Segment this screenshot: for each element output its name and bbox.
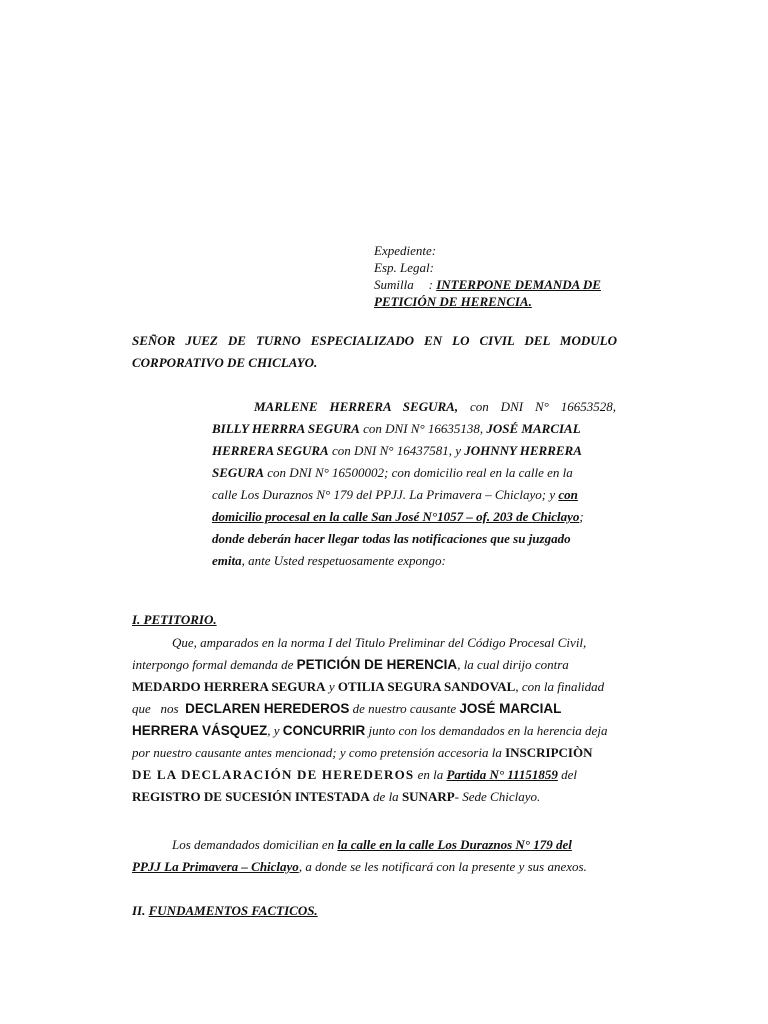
plaintiff-name-4b: SEGURA xyxy=(212,465,265,480)
section-2-title xyxy=(132,900,318,922)
petitorio-line-4a: que nos xyxy=(132,701,186,716)
intro-line-1-text: con DNI N° 16653528, xyxy=(458,399,617,414)
domicile-line-2 xyxy=(132,856,617,878)
expediente-label: Expediente: xyxy=(374,243,437,258)
petitorio-line-7d: del xyxy=(557,767,577,782)
defendant-name-2: OTILIA SEGURA SANDOVAL xyxy=(337,679,516,694)
intro-line-8-text: , ante Usted respetuosamente expongo: xyxy=(241,553,446,568)
intro-paragraph xyxy=(212,396,616,572)
decedent-name-b: HERRERA VÁSQUEZ xyxy=(132,723,268,738)
intro-line-8 xyxy=(212,550,616,572)
defendant-name-1: MEDARDO HERRERA SEGURA xyxy=(132,679,326,694)
judge-address-line2: CORPORATIVO DE CHICLAYO. xyxy=(132,355,318,370)
intro-line-3 xyxy=(212,440,616,462)
inscripcion: INSCRIPCIÒN xyxy=(505,745,593,760)
petitorio-line-5 xyxy=(132,720,617,742)
plaintiff-name-3a: JOSÉ MARCIAL xyxy=(483,421,581,436)
petitorio-line-8d: - Sede Chiclayo. xyxy=(454,789,541,804)
intro-line-6 xyxy=(212,506,616,528)
judge-address-line1: SEÑOR JUEZ DE TURNO ESPECIALIZADO EN LO CIVIL DEL MODULO xyxy=(132,333,617,348)
intro-line-2 xyxy=(212,418,616,440)
intro-line-2-text: con DNI N° 16635138, xyxy=(359,421,484,436)
intro-line-6-text: ; xyxy=(579,509,584,524)
petitorio-line-3d: , con la finalidad xyxy=(515,679,605,694)
declaration-of-heirs: DE LA DECLARACIÓN DE HEREDEROS xyxy=(132,767,415,782)
intro-line-5-text: calle Los Duraznos N° 179 del PPJJ. La Primavera – Chiclayo; y xyxy=(212,487,559,502)
intro-line-1 xyxy=(212,396,616,418)
sumilla-label xyxy=(374,276,601,293)
petitorio-line-8b: de la xyxy=(369,789,402,804)
petitorio-line-6 xyxy=(132,742,617,764)
defendants-address-a: la calle en la calle Los Duraznos N° 179 del xyxy=(337,837,572,852)
petitorio-line-3 xyxy=(132,676,617,698)
intro-line-4-text: con DNI N° 16500002; con domicilio real en la calle en la xyxy=(264,465,573,480)
section-1-title: I. PETITORIO. xyxy=(132,612,217,627)
domicile-line-1a: Los demandados domicilian en xyxy=(172,837,338,852)
intro-line-5 xyxy=(212,484,616,506)
petitorio-line-3b: y xyxy=(325,679,338,694)
plaintiff-name-2: BILLY HERRRA SEGURA xyxy=(212,421,360,436)
concurrir: CONCURRIR xyxy=(282,723,366,738)
petitorio-line-8 xyxy=(132,786,617,808)
intro-line-7: donde deberán hacer llegar todas las notificaciones que su juzgado xyxy=(212,531,571,546)
intro-line-4 xyxy=(212,462,616,484)
domicile-line-2b: , a donde se les notificará con la presente y sus anexos. xyxy=(298,859,587,874)
petitorio-line-4 xyxy=(132,698,617,720)
claim-type: PETICIÓN DE HERENCIA xyxy=(296,657,458,672)
defendants-domicile-paragraph xyxy=(132,834,617,878)
plaintiff-name-1: MARLENE HERRERA SEGURA, xyxy=(254,399,459,414)
petitorio-line-6a: por nuestro causante antes mencionad; y como pretensión accesoria la xyxy=(132,745,506,760)
defendants-address-b: PPJJ La Primavera – Chiclayo xyxy=(132,859,299,874)
sumilla-colon: : xyxy=(428,277,433,292)
sumilla-label-text: Sumilla xyxy=(374,277,414,292)
plaintiff-name-3b: HERRERA SEGURA xyxy=(212,443,329,458)
petitorio-line-5b: , y xyxy=(267,723,283,738)
petitorio-line-1: Que, amparados en la norma I del Titulo Preliminar del Código Procesal Civil, xyxy=(172,635,587,650)
petitorio-line-4c: de nuestro causante xyxy=(349,701,460,716)
registry-name: REGISTRO DE SUCESIÓN INTESTADA xyxy=(132,789,370,804)
procedural-domicile-start: con xyxy=(558,487,578,502)
sunarp: SUNARP xyxy=(401,789,455,804)
intro-emita: emita xyxy=(212,553,242,568)
petitorio-paragraph xyxy=(132,632,617,808)
section-2-title-text: FUNDAMENTOS FACTICOS. xyxy=(148,903,318,918)
petitorio-line-7b: en la xyxy=(414,767,447,782)
petitorio-line-2a: interpongo formal demanda de xyxy=(132,657,297,672)
petitorio-line-2c: , la cual dirijo contra xyxy=(457,657,569,672)
plaintiff-name-4a: JOHNNY HERRERA xyxy=(464,443,582,458)
petitorio-line-2 xyxy=(132,654,617,676)
sumilla-text-line2: PETICIÓN DE HERENCIA. xyxy=(374,294,532,309)
partida-number: Partida N° 11151859 xyxy=(446,767,558,782)
petitorio-line-7 xyxy=(132,764,617,786)
esp-legal-label: Esp. Legal: xyxy=(374,260,434,275)
sumilla-text-line1: INTERPONE DEMANDA DE xyxy=(436,277,601,292)
procedural-domicile: domicilio procesal en la calle San José N°1057 – of. 203 de Chiclayo xyxy=(212,509,580,524)
petitorio-line-5d: junto con los demandados en la herencia deja xyxy=(365,723,608,738)
decedent-name-a: JOSÉ MARCIAL xyxy=(459,701,562,716)
domicile-line-1 xyxy=(132,834,617,856)
intro-line-3-text: con DNI N° 16437581, y xyxy=(328,443,465,458)
section-2-number: II. xyxy=(132,903,149,918)
declare-heirs: DECLAREN HEREDEROS xyxy=(185,701,350,716)
